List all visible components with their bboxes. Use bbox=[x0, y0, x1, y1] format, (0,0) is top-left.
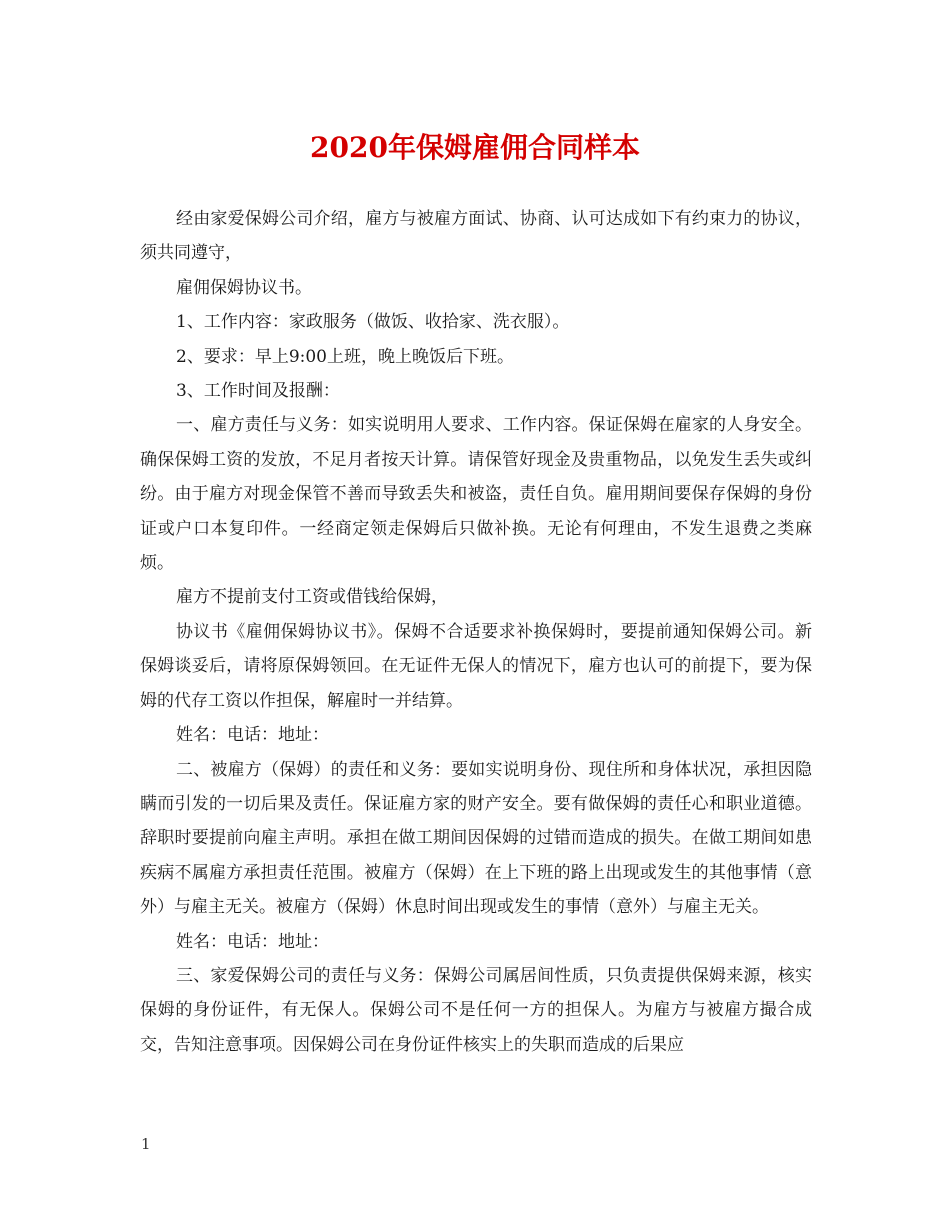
paragraph-no-advance: 雇方不提前支付工资或借钱给保姆， bbox=[176, 587, 448, 608]
paragraph-nanny-contact: 姓名：电话：地址： bbox=[176, 931, 329, 952]
paragraph-work-hours: 3、工作时间及报酬： bbox=[176, 381, 340, 402]
page-number: 1 bbox=[141, 1135, 151, 1153]
paragraph-intro: 经由家爱保姆公司介绍，雇方与被雇方面试、协商、认可达成如下有约束力的协议，须共同遵守， bbox=[140, 209, 812, 264]
paragraph-agreement-name: 雇佣保姆协议书。 bbox=[176, 277, 312, 298]
paragraph-work-content: 1、工作内容：家政服务（做饭、收拾家、洗衣服）。 bbox=[176, 312, 570, 333]
paragraph-agency-duties: 三、家爱保姆公司的责任与义务：保姆公司属居间性质，只负责提供保姆来源，核实保姆的身份证件，有无保人。保姆公司不是任何一方的担保人。为雇方与被雇方撮合成交，告知注意事项。因保姆公司在身份证件核实上的失职而造成的后果应 bbox=[140, 965, 812, 1055]
document-title: 2020年保姆雇佣合同样本 bbox=[310, 131, 640, 164]
paragraph-employer-duties: 一、雇方责任与义务：如实说明用人要求、工作内容。保证保姆在雇家的人身安全。确保保姆工资的发放，不足月者按天计算。请保管好现金及贵重物品，以免发生丢失或纠纷。由于雇方对现金保管不善而导致丢失和被盗，责任自负。雇用期间要保存保姆的身份证或户口本复印件。一经商定领走保姆后只做补换。无论有何理由，不发生退费之类麻烦。 bbox=[140, 415, 812, 574]
document-body bbox=[140, 202, 812, 1062]
paragraph-employer-contact: 姓名：电话：地址： bbox=[176, 725, 329, 746]
paragraph-nanny-duties: 二、被雇方（保姆）的责任和义务：要如实说明身份、现住所和身体状况，承担因隐瞒而引发的一切后果及责任。保证雇方家的财产安全。要有做保姆的责任心和职业道德。辞职时要提前向雇主声明。承担在做工期间因保姆的过错而造成的损失。在做工期间如患疾病不属雇方承担责任范围。被雇方（保姆）在上下班的路上出现或发生的其他事情（意外）与雇主无关。被雇方（保姆）休息时间出现或发生的事情（意外）与雇主无关。 bbox=[140, 759, 812, 918]
paragraph-replacement: 协议书《雇佣保姆协议书》。保姆不合适要求补换保姆时，要提前通知保姆公司。新保姆谈妥后，请将原保姆领回。在无证件无保人的情况下，雇方也认可的前提下，要为保姆的代存工资以作担保，解雇时一并结算。 bbox=[140, 621, 812, 711]
paragraph-requirements: 2、要求：早上9:00上班，晚上晚饭后下班。 bbox=[176, 346, 514, 367]
